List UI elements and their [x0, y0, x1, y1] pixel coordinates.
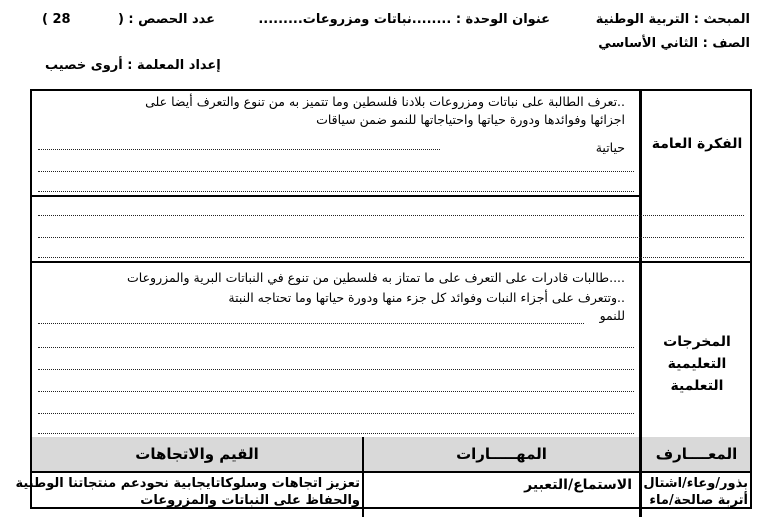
lesson-plan-table: [15, 89, 752, 509]
skills-cell: الاستماع/التعبير: [524, 477, 632, 493]
general-idea-label: الفكرة العامة: [651, 136, 743, 152]
section-divider-1: [32, 261, 750, 263]
values-cell-line-1: تعزيز اتجاهات وسلوكاتايجابية نحودعم منتجاتنا الوطنية: [15, 476, 360, 491]
outcomes-line-1: ....طالبات قادرات على التعرف على ما تمتاز به فلسطين من تنوع في النباتات البرية والمزروعات: [127, 270, 625, 285]
general-idea-line-2: اجزائها وفوائدها ودورة حياتها واحتياجاتها للنمو ضمن سياقات: [316, 112, 625, 127]
dotted-line: [38, 237, 744, 238]
general-idea-line-3: حياتية: [595, 140, 625, 155]
general-idea-line-1: ..تعرف الطالبة على نباتات ومزروعات بلادنا فلسطين وما تتميز به من تنوع والتعرف أيضا على: [145, 94, 625, 109]
teacher-label: إعداد المعلمة : أروى خصيب: [45, 58, 221, 73]
unit-title: عنوان الوحدة : ........نباتات ومزروعات.........: [258, 12, 550, 27]
dotted-line: [38, 191, 634, 192]
inner-divider-1: [32, 195, 639, 197]
dotted-line: [38, 391, 634, 392]
dotted-line: [38, 149, 440, 150]
column-header-knowledge: المعــــارف: [655, 445, 738, 463]
knowledge-cell-line-2: أتربة صالحة/ماء: [649, 493, 748, 508]
periods-label: عدد الحصص : (: [117, 12, 215, 27]
grade-label: الصف : الثاني الأساسي: [598, 36, 750, 51]
column-divider-knowledge: [639, 437, 642, 517]
dotted-line: [38, 215, 744, 216]
column-header-values: القيم والاتجاهات: [135, 445, 259, 463]
dotted-line: [38, 369, 634, 370]
header-row-divider: [32, 471, 750, 473]
outcomes-line-2: ..وتتعرف على أجزاء النبات وفوائد كل جزء منها ودورة حياتها وما تحتاجه النبتة: [228, 290, 625, 305]
dotted-line: [38, 257, 744, 258]
values-cell-line-2: والحفاظ على النباتات والمزروعات: [140, 493, 360, 508]
dotted-line: [38, 323, 584, 324]
dotted-line: [38, 413, 634, 414]
dotted-line: [38, 171, 634, 172]
dotted-line: [38, 347, 634, 348]
column-header-skills: المهـــــارات: [456, 445, 547, 463]
dotted-line: [38, 433, 634, 434]
outcomes-line-3: للنمو: [599, 308, 625, 323]
subject-label: المبحث : التربية الوطنية: [595, 12, 750, 27]
periods-value: ( 28: [42, 12, 71, 27]
label-column-divider: [639, 91, 642, 437]
outcomes-label-line-2: التعليمية التعلمية: [667, 356, 727, 394]
outcomes-label-line-1: المخرجات: [663, 334, 731, 350]
knowledge-cell-line-1: بذور/وعاء/اشتال: [643, 476, 748, 491]
